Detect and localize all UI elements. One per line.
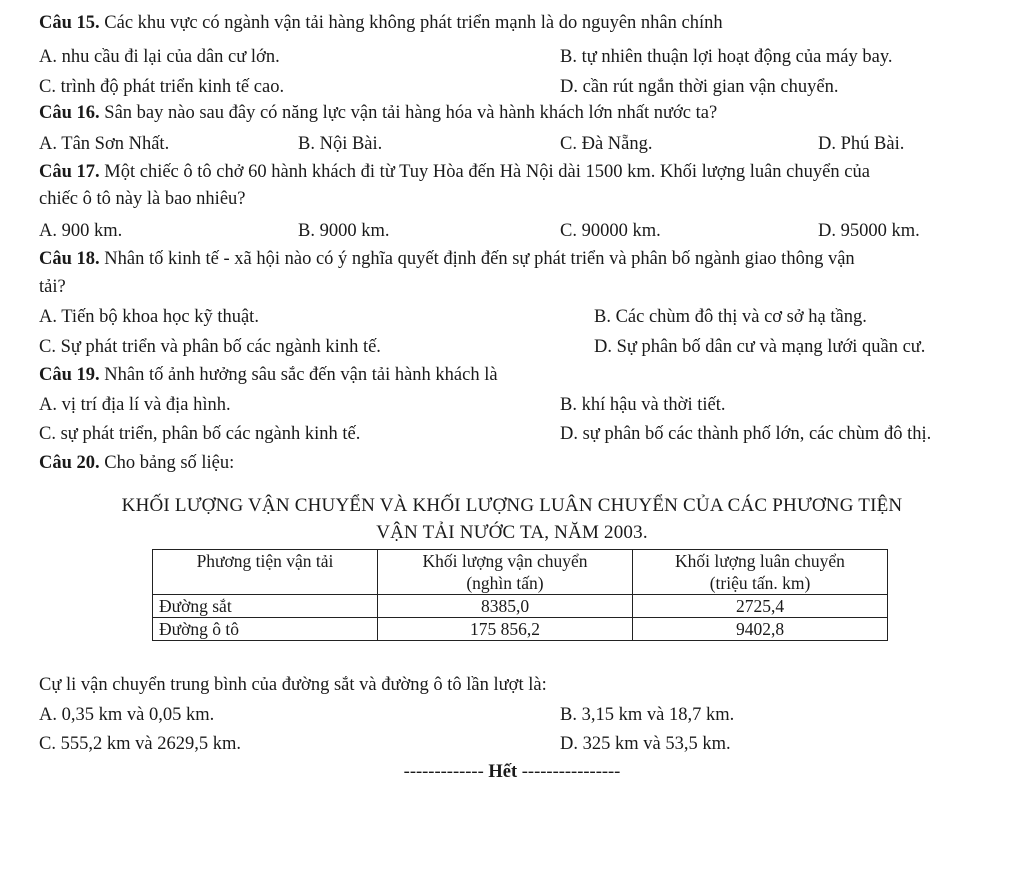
question-17-option-c[interactable]: C. 90000 km. — [560, 221, 661, 241]
question-15-stem: Câu 15. Các khu vực có ngành vận tải hàng không phát triển mạnh là do nguyên nhân chính — [39, 13, 723, 33]
question-18-option-d[interactable]: D. Sự phân bố dân cư và mạng lưới quần cư. — [594, 337, 926, 357]
end-marker: ------------- Hết ---------------- — [403, 762, 621, 782]
table-title-line2: VẬN TẢI NƯỚC TA, NĂM 2003. — [376, 522, 648, 543]
question-20-prompt: Cự li vận chuyển trung bình của đường sắt và đường ô tô lần lượt là: — [39, 675, 547, 695]
question-20-option-b[interactable]: B. 3,15 km và 18,7 km. — [560, 705, 735, 725]
question-17-stem-cont: chiếc ô tô này là bao nhiêu? — [39, 189, 246, 209]
question-18-stem: Câu 18. Nhân tố kinh tế - xã hội nào có ý nghĩa quyết định đến sự phát triển và phân bố ngành giao thông vận — [39, 249, 855, 269]
question-20-option-a[interactable]: A. 0,35 km và 0,05 km. — [39, 705, 215, 725]
question-15-option-b[interactable]: B. tự nhiên thuận lợi hoạt động của máy bay. — [560, 47, 893, 67]
header-freight-turnover: Khối lượng luân chuyển (triệu tấn. km) — [633, 550, 888, 595]
question-20-option-d[interactable]: D. 325 km và 53,5 km. — [560, 734, 731, 754]
row-name: Đường sắt — [153, 595, 378, 618]
question-20-stem: Câu 20. Cho bảng số liệu: — [39, 453, 235, 473]
question-18-stem-cont: tải? — [39, 277, 66, 297]
row-volume: 8385,0 — [378, 595, 633, 618]
question-18-option-c[interactable]: C. Sự phát triển và phân bố các ngành kinh tế. — [39, 337, 381, 357]
question-19-option-a[interactable]: A. vị trí địa lí và địa hình. — [39, 395, 231, 415]
question-20-option-c[interactable]: C. 555,2 km và 2629,5 km. — [39, 734, 241, 754]
question-16-stem: Câu 16. Sân bay nào sau đây có năng lực vận tải hàng hóa và hành khách lớn nhất nước ta? — [39, 103, 718, 123]
table-row — [153, 618, 888, 641]
row-turnover: 9402,8 — [633, 618, 888, 641]
header-freight-volume: Khối lượng vận chuyển (nghìn tấn) — [378, 550, 633, 595]
question-15-option-c[interactable]: C. trình độ phát triển kinh tế cao. — [39, 77, 285, 97]
question-15-option-d[interactable]: D. cần rút ngắn thời gian vận chuyển. — [560, 77, 839, 97]
question-17-stem: Câu 17. Một chiếc ô tô chở 60 hành khách đi từ Tuy Hòa đến Hà Nội dài 1500 km. Khối lượng luân chuyển của — [39, 162, 870, 182]
table-header-row — [153, 550, 888, 595]
question-19-option-d[interactable]: D. sự phân bố các thành phố lớn, các chùm đô thị. — [560, 424, 932, 444]
question-16-option-a[interactable]: A. Tân Sơn Nhất. — [39, 134, 170, 154]
question-18-option-b[interactable]: B. Các chùm đô thị và cơ sở hạ tầng. — [594, 307, 867, 327]
question-18-option-a[interactable]: A. Tiến bộ khoa học kỹ thuật. — [39, 307, 259, 327]
row-name: Đường ô tô — [153, 618, 378, 641]
table-row — [153, 595, 888, 618]
table-title-line1: KHỐI LƯỢNG VẬN CHUYỂN VÀ KHỐI LƯỢNG LUÂN CHUYỂN CỦA CÁC PHƯƠNG TIỆN — [121, 495, 903, 516]
question-19-option-c[interactable]: C. sự phát triển, phân bố các ngành kinh tế. — [39, 424, 361, 444]
question-15-option-a[interactable]: A. nhu cầu đi lại của dân cư lớn. — [39, 47, 280, 67]
question-16-option-c[interactable]: C. Đà Nẵng. — [560, 134, 653, 154]
question-16-option-d[interactable]: D. Phú Bài. — [818, 134, 905, 154]
question-17-option-d[interactable]: D. 95000 km. — [818, 221, 920, 241]
question-16-option-b[interactable]: B. Nội Bài. — [298, 134, 383, 154]
question-17-option-a[interactable]: A. 900 km. — [39, 221, 123, 241]
question-19-stem: Câu 19. Nhân tố ảnh hưởng sâu sắc đến vận tải hành khách là — [39, 365, 498, 385]
row-volume: 175 856,2 — [378, 618, 633, 641]
data-table — [152, 549, 888, 641]
question-17-option-b[interactable]: B. 9000 km. — [298, 221, 390, 241]
header-transport-mode: Phương tiện vận tải — [153, 550, 378, 595]
question-19-option-b[interactable]: B. khí hậu và thời tiết. — [560, 395, 726, 415]
row-turnover: 2725,4 — [633, 595, 888, 618]
